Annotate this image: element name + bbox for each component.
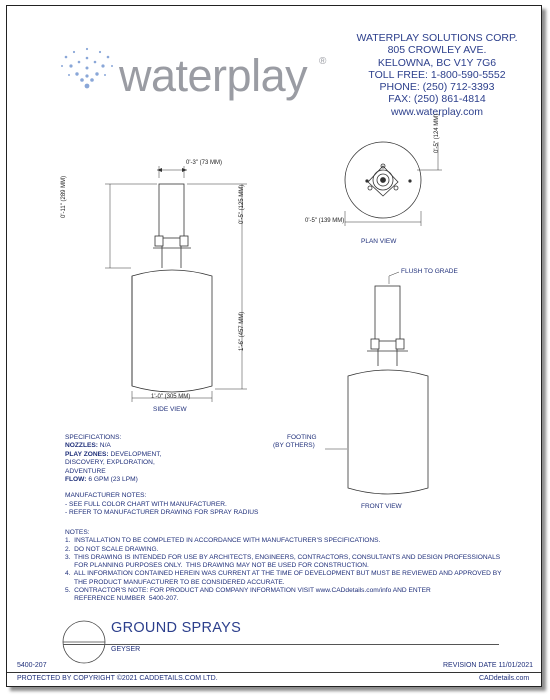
nozzles-label: NOZZLES:: [65, 442, 98, 450]
front-footing-cylinder: [348, 370, 428, 494]
footing-label: FOOTING: [287, 434, 317, 441]
note-line: 5. CONTRACTOR'S NOTE: FOR PRODUCT AND COMPANY INFORMATION VISIT www.CADdetails.com/info AND ENTER: [65, 587, 431, 595]
note-line: THE PRODUCT MANUFACTURER TO BE CONSIDERED ACCURATE.: [65, 578, 285, 586]
side-dim-right-upper: 0'-5" (125 MM): [239, 184, 245, 224]
title-divider: [63, 644, 499, 645]
copyright-notice: PROTECTED BY COPYRIGHT ©2021 CADDETAILS.COM LTD.: [17, 675, 218, 682]
side-footing-cylinder: [132, 270, 212, 392]
caddetails-link[interactable]: CADdetails.com: [479, 675, 530, 682]
note-line: 4. ALL INFORMATION CONTAINED HEREIN WAS CURRENT AT THE TIME OF DEVELOPMENT BUT MUST BE REVIEWED AND APPROVED BY: [65, 570, 502, 578]
footing-by-others-label: (BY OTHERS): [273, 442, 315, 449]
specs-heading: SPECIFICATIONS:: [65, 434, 122, 441]
play-zones-line-2: DISCOVERY, EXPLORATION,: [65, 459, 155, 467]
company-city: KELOWNA, BC V1Y 7G6: [377, 56, 497, 69]
drawing-subtitle: GEYSER: [111, 646, 141, 653]
side-dim-bottom: 1'-0" (305 MM): [151, 394, 191, 400]
play-zones-line-3: ADVENTURE: [65, 467, 106, 475]
note-line: FOR PLANNING PURPOSES ONLY. THIS DRAWING MAY NOT BE USED FOR CONSTRUCTION.: [65, 562, 369, 570]
drawing-sheet: [6, 5, 542, 687]
play-zones-label: PLAY ZONES:: [65, 450, 109, 458]
plan-view-caption: PLAN VIEW: [361, 238, 397, 245]
company-toll-free: TOLL FREE: 1-800-590-5552: [368, 68, 506, 81]
plan-dim-bottom: 0'-5" (139 MM): [305, 218, 345, 224]
company-website[interactable]: www.waterplay.com: [391, 105, 483, 118]
waterplay-logo-text: waterplay: [119, 50, 308, 101]
notes-heading: NOTES:: [65, 529, 90, 536]
side-dim-top: 0'-3" (73 MM): [186, 160, 222, 166]
registered-mark: ®: [319, 56, 327, 67]
manufacturer-note-1: - SEE FULL COLOR CHART WITH MANUFACTURER.: [65, 500, 227, 508]
plan-dim-right: 0'-5" (124 MM): [434, 113, 440, 153]
company-fax: FAX: (250) 861-4814: [388, 93, 486, 106]
flush-to-grade-label: FLUSH TO GRADE: [401, 268, 458, 275]
detail-marker-circle: [61, 619, 107, 665]
drawing-title: GROUND SPRAYS: [111, 620, 242, 636]
front-riser-body: [375, 286, 400, 341]
nozzles-value: N/A: [97, 442, 111, 450]
specifications-block: [65, 434, 258, 518]
revision-date: REVISION DATE 11/01/2021: [443, 662, 534, 669]
note-line: REFERENCE NUMBER 5400-207.: [65, 595, 179, 603]
company-phone: PHONE: (250) 712-3393: [379, 81, 495, 94]
flow-value: 6 GPM (23 LPM): [86, 476, 138, 484]
manufacturer-notes-heading: MANUFACTURER NOTES:: [65, 492, 147, 500]
side-riser-body: [159, 184, 184, 238]
reference-number: 5400-207: [17, 662, 47, 669]
side-view-caption: SIDE VIEW: [153, 406, 187, 413]
front-view-caption: FRONT VIEW: [361, 503, 402, 510]
flow-label: FLOW:: [65, 476, 87, 484]
note-line: 1. INSTALLATION TO BE COMPLETED IN ACCORDANCE WITH MANUFACTURER'S SPECIFICATIONS.: [65, 537, 381, 545]
play-zones-value: DEVELOPMENT,: [108, 450, 162, 458]
side-dim-right-lower: 1'-6" (457 MM): [239, 311, 245, 351]
manufacturer-note-2: - REFER TO MANUFACTURER DRAWING FOR SPRAY RADIUS: [65, 509, 259, 517]
company-street: 805 CROWLEY AVE.: [387, 44, 487, 57]
note-line: 3. THIS DRAWING IS INTENDED FOR USE BY ARCHITECTS, ENGINEERS, CONTRACTORS, CONSULTANTS AND DESIGN PROFESSIONALS: [65, 553, 501, 561]
general-notes-block: [65, 529, 505, 604]
side-dim-left: 0'-11" (289 MM): [61, 175, 67, 218]
footer-divider: [7, 672, 541, 673]
company-name: WATERPLAY SOLUTIONS CORP.: [356, 32, 518, 44]
note-line: 2. DO NOT SCALE DRAWING.: [65, 545, 159, 553]
